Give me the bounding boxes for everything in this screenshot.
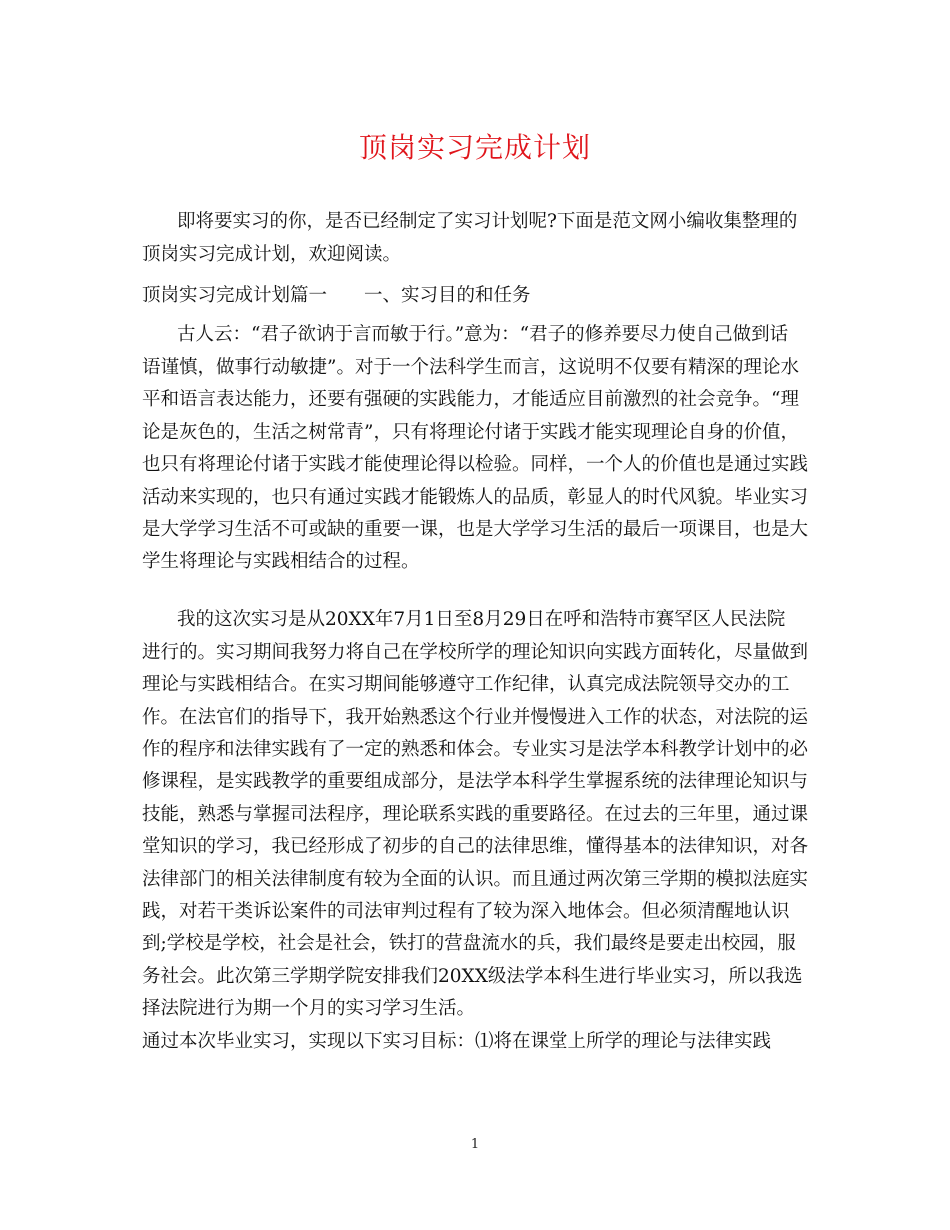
paragraph-line: 理论与实践相结合。在实习期间能够遵守工作纪律，认真完成法院领导交办的工 <box>142 674 790 695</box>
paragraph-line: 是大学学习生活不可或缺的重要一课，也是大学学习生活的最后一项课目，也是大 <box>142 519 809 540</box>
paragraph-line: 到;学校是学校，社会是社会，铁打的营盘流水的兵，我们最终是要走出校园，服 <box>142 933 796 954</box>
paragraph-line: 堂知识的学习，我已经形成了初步的自己的法律思维，懂得基本的法律知识，对各 <box>142 836 809 857</box>
document-title: 顶岗实习完成计划 <box>358 131 591 164</box>
paragraph-line: 修课程，是实践教学的重要组成部分，是法学本科学生掌握系统的法律理论知识与 <box>142 771 809 792</box>
paragraph-line: 也只有将理论付诸于实践才能使理论得以检验。同样，一个人的价值也是通过实践 <box>142 454 809 475</box>
paragraph-line: 作。在法官们的指导下，我开始熟悉这个行业并慢慢进入工作的状态，对法院的运 <box>142 707 809 728</box>
paragraph-line: 顶岗实习完成计划，欢迎阅读。 <box>142 244 402 265</box>
section-heading: 顶岗实习完成计划篇一 一、实习目的和任务 <box>142 285 531 306</box>
paragraph-line: 通过本次毕业实习，实现以下实习目标：⑴将在课堂上所学的理论与法律实践 <box>142 1031 772 1052</box>
paragraph-line: 平和语言表达能力，还要有强硬的实践能力，才能适应目前激烈的社会竞争。“理 <box>142 389 799 410</box>
paragraph-line: 进行的。实习期间我努力将自己在学校所学的理论知识向实践方面转化，尽量做到 <box>142 642 809 663</box>
paragraph-line: 技能，熟悉与掌握司法程序，理论联系实践的重要路径。在过去的三年里，通过课 <box>142 804 809 825</box>
paragraph-line: 践，对若干类诉讼案件的司法审判过程有了较为深入地体会。但必须清醒地认识 <box>142 901 790 922</box>
paragraph-line: 务社会。此次第三学期学院安排我们20XX级法学本科生进行毕业实习，所以我选 <box>142 966 803 987</box>
paragraph-line: 作的程序和法律实践有了一定的熟悉和体会。专业实习是法学本科教学计划中的必 <box>142 739 809 760</box>
paragraph-line: 活动来实现的，也只有通过实践才能锻炼人的品质，彰显人的时代风貌。毕业实习 <box>142 487 809 508</box>
paragraph-line: 古人云：“君子欲讷于言而敏于行。”意为：“君子的修养要尽力使自己做到话 <box>177 324 789 345</box>
paragraph-line: 择法院进行为期一个月的实习学习生活。 <box>142 998 476 1019</box>
page-number: 1 <box>470 1137 480 1152</box>
paragraph-line: 我的这次实习是从20XX年7月1日至8月29日在呼和浩特市赛罕区人民法院 <box>177 609 786 630</box>
paragraph-line: 法律部门的相关法律制度有较为全面的认识。而且通过两次第三学期的模拟法庭实 <box>142 869 809 890</box>
paragraph-line: 语谨慎，做事行动敏捷”。对于一个法科学生而言，这说明不仅要有精深的理论水 <box>142 357 799 378</box>
paragraph-line: 即将要实习的你，是否已经制定了实习计划呢?下面是范文网小编收集整理的 <box>177 211 798 232</box>
paragraph-line: 学生将理论与实践相结合的过程。 <box>142 551 420 572</box>
paragraph-line: 论是灰色的，生活之树常青”，只有将理论付诸于实践才能实现理论自身的价值， <box>142 422 799 443</box>
